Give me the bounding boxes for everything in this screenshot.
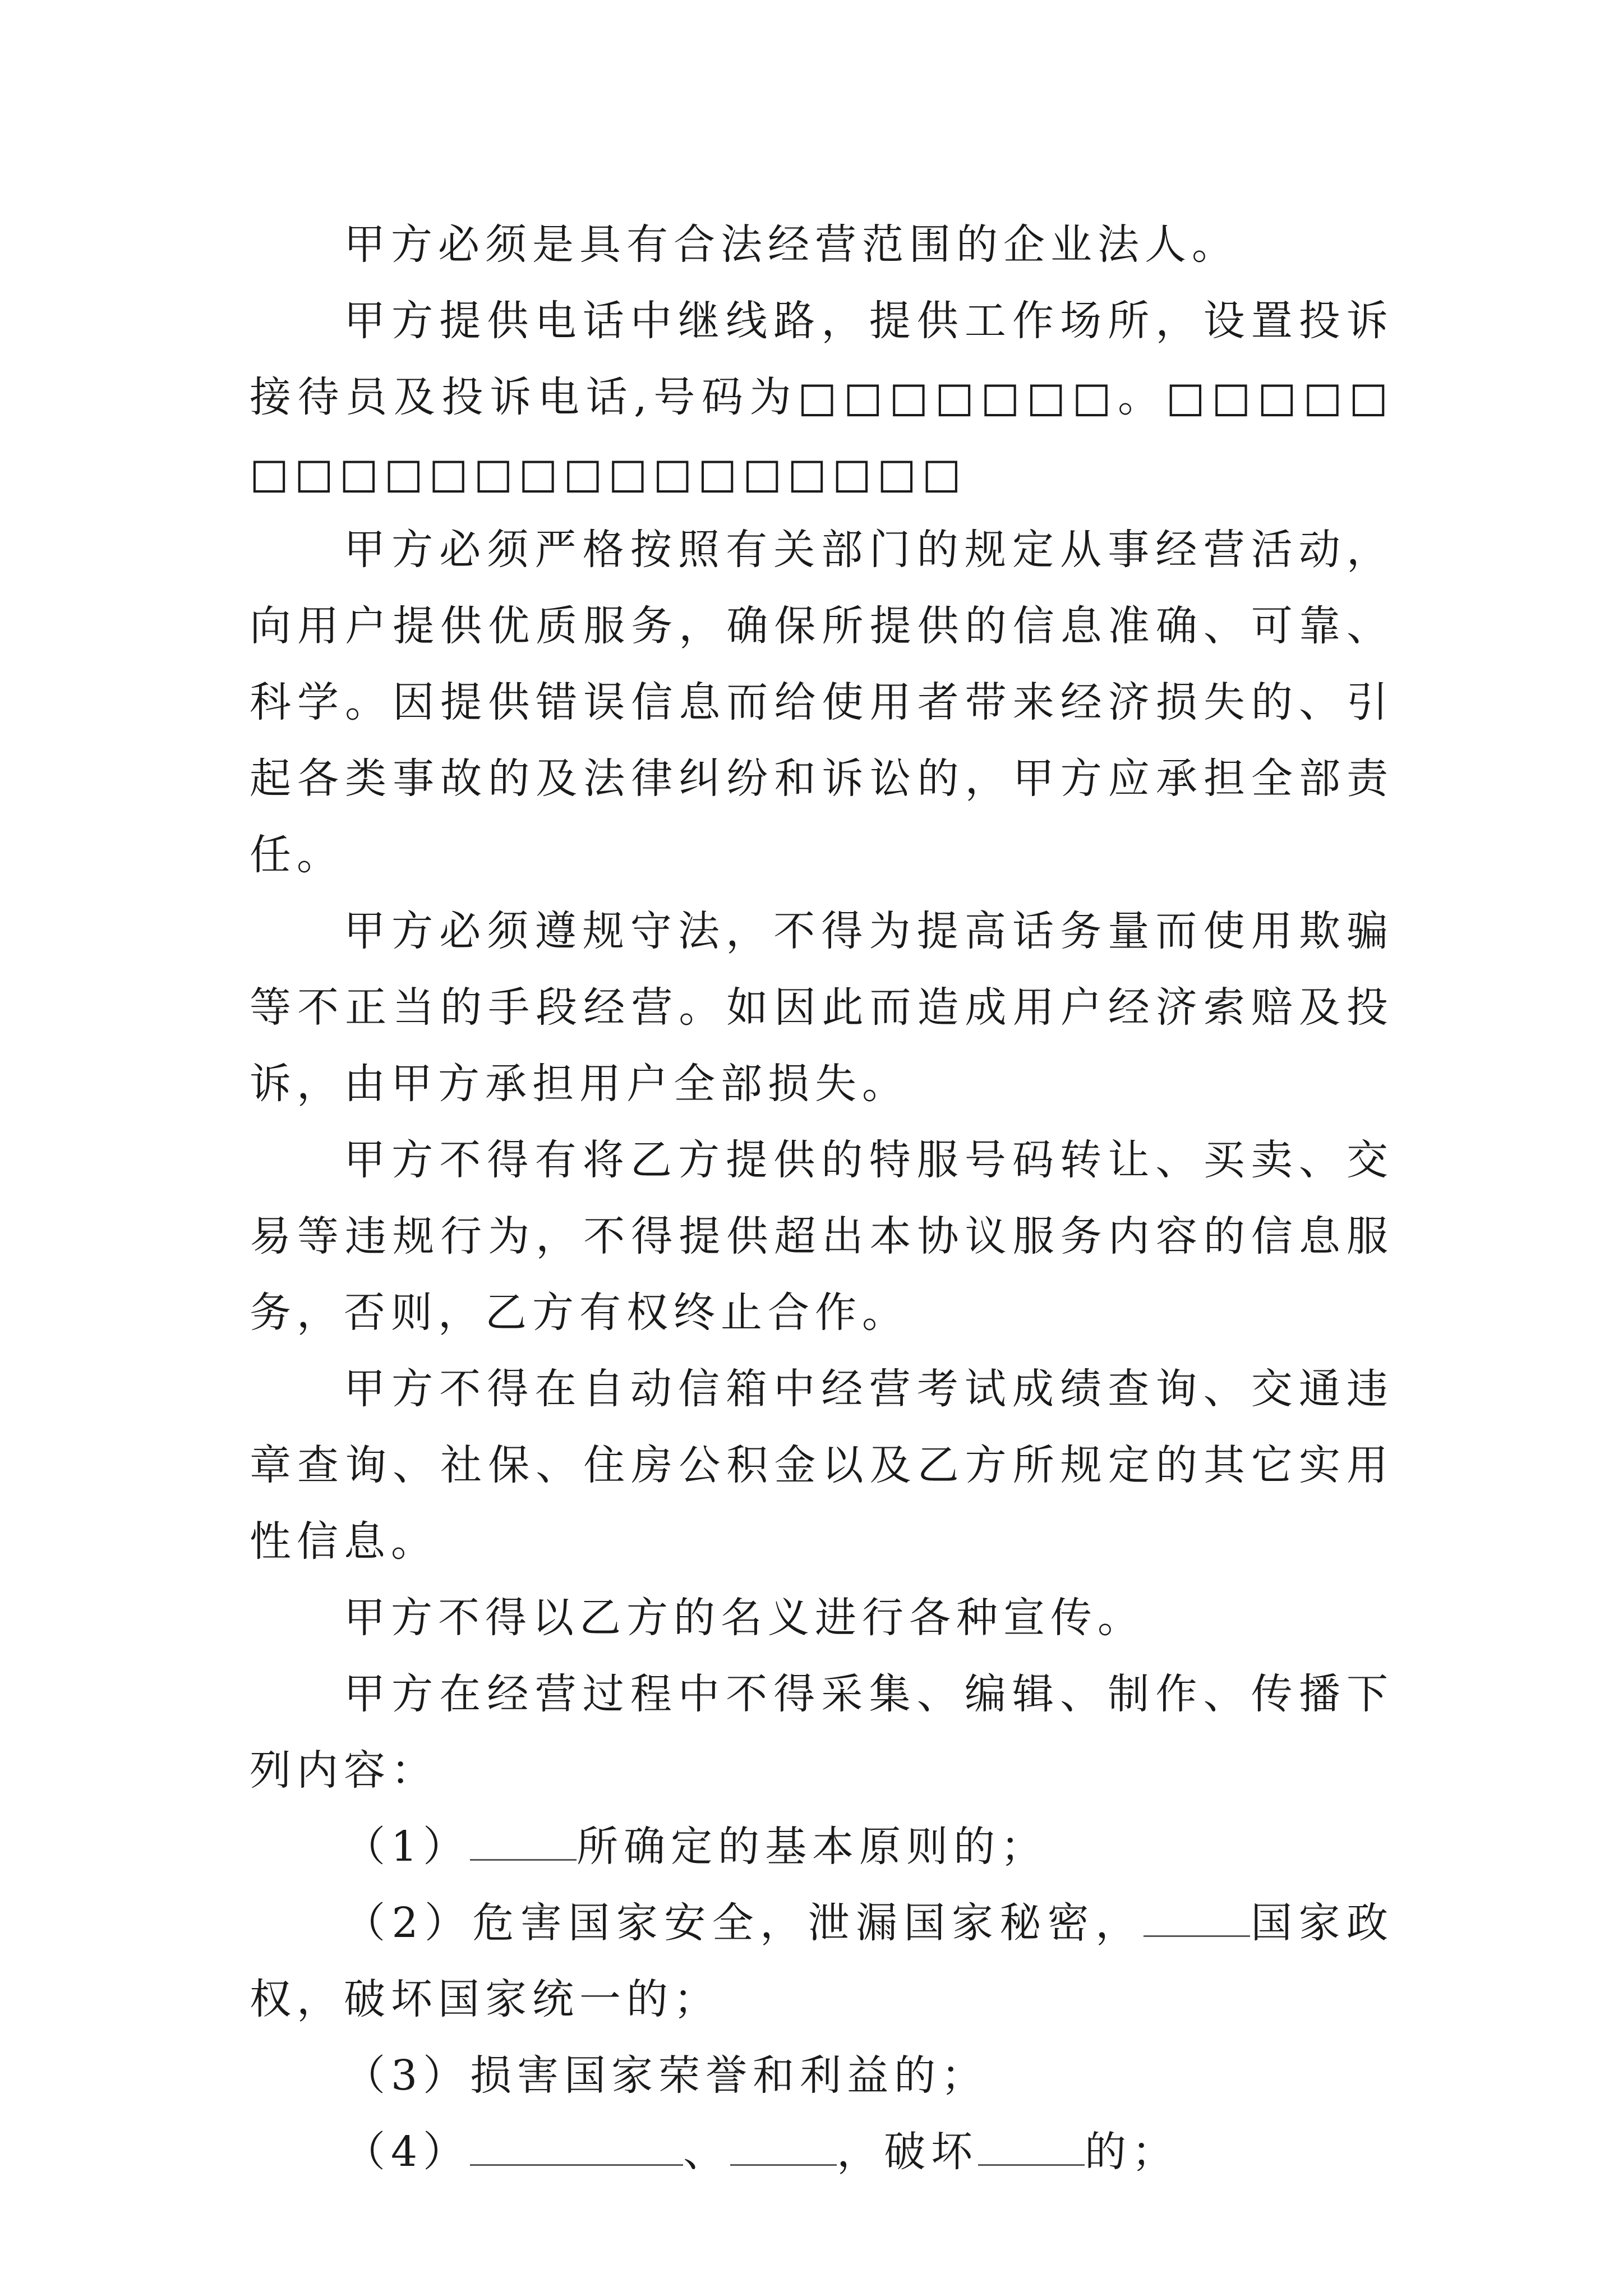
blank-line	[470, 2131, 683, 2166]
document-body	[250, 206, 1394, 2190]
paragraph-3: 甲方必须严格按照有关部门的规定从事经营活动，向用户提供优质服务，确保所提供的信息准确、可靠、科学。因提供错误信息而给使用者带来经济损失的、引起各类事故的及法律纠纷和诉讼的，甲方应承担全部责任。	[250, 526, 1394, 879]
paragraph-8: 甲方在经营过程中不得采集、编辑、制作、传播下列内容：	[250, 1670, 1394, 1795]
item-number: （2）	[344, 1899, 473, 1947]
blank-line	[730, 2131, 837, 2166]
paragraph-7: 甲方不得以乙方的名义进行各种宣传。	[344, 1594, 1145, 1642]
list-item-1	[250, 1809, 1394, 1885]
list-item-2	[250, 1885, 1394, 2037]
blank-line	[978, 2131, 1085, 2166]
item-text: 的；	[1085, 2128, 1179, 2176]
item-separator: 、	[683, 2128, 731, 2176]
paragraph-4: 甲方必须遵规守法，不得为提高话务量而使用欺骗等不正当的手段经营。如因此而造成用户经济索赔及投诉，由甲方承担用户全部损失。	[250, 907, 1394, 1108]
item-text: ，破坏	[837, 2128, 979, 2176]
item-number: （4）	[344, 2128, 471, 2176]
list-item-4	[250, 2114, 1394, 2190]
blank-line	[1144, 1902, 1250, 1937]
paragraph-1: 甲方必须是具有合法经营范围的企业法人。	[344, 220, 1239, 269]
item-number: （1）	[344, 1823, 471, 1871]
blank-line	[470, 1825, 577, 1861]
list-item-3: （3）损害国家荣誉和利益的；	[344, 2051, 989, 2100]
item-text: 危害国家安全，泄漏国家秘密，	[472, 1899, 1144, 1947]
paragraph-2: 甲方提供电话中继线路，提供工作场所，设置投诉接待员及投诉电话,号码为□□□□□□□。□□□□□□□□□□□□□□□□□□□□□	[250, 297, 1394, 498]
paragraph-5: 甲方不得有将乙方提供的特服号码转让、买卖、交易等违规行为，不得提供超出本协议服务内容的信息服务，否则，乙方有权终止合作。	[250, 1136, 1394, 1337]
item-text: 所确定的基本原则的；	[577, 1823, 1048, 1871]
paragraph-6: 甲方不得在自动信箱中经营考试成绩查询、交通违章查询、社保、住房公积金以及乙方所规定的其它实用性信息。	[250, 1365, 1394, 1566]
item-text: 国家政权，破坏国家统一的；	[250, 1899, 1394, 2023]
